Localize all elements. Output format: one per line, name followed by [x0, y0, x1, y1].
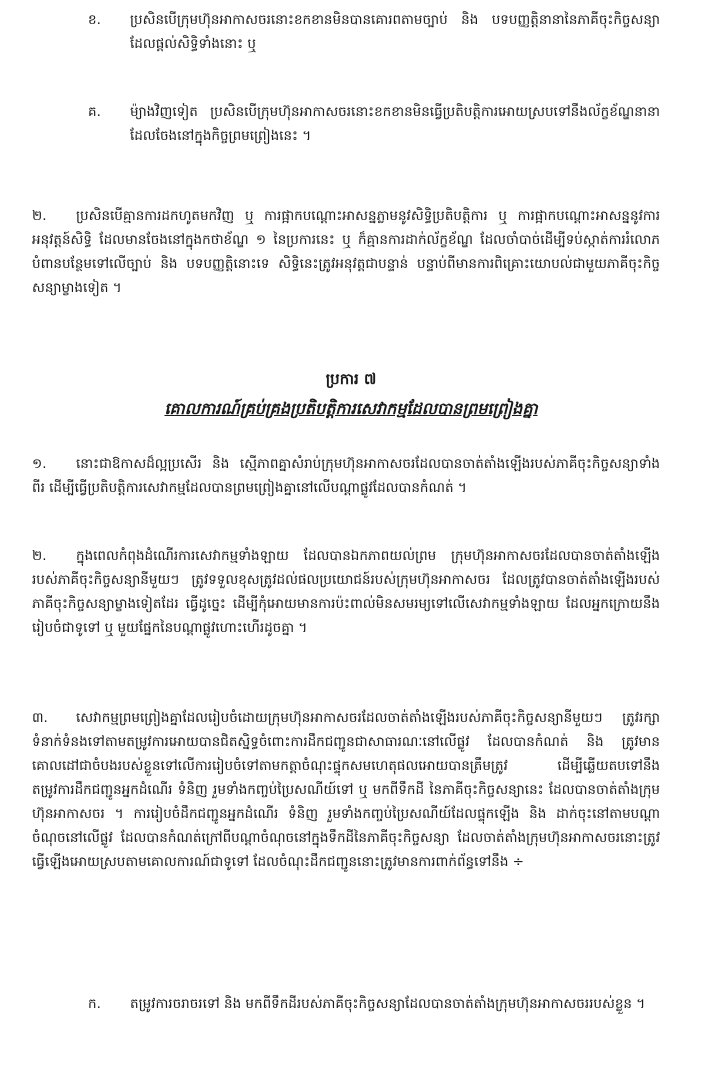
item-text: ប្រសិនបើក្រុមហ៊ុនអាកាសចរនោះខកខានមិនបានគោរពតាមច្បាប់ និង បទបញ្ញត្តិនានានៃភាគីចុះកិច្ចសន្យាដែលផ្តល់សិទ្ធិទាំងនោះ ឬ	[130, 12, 660, 52]
paragraph-number: ៣.	[32, 710, 48, 726]
item-text: តម្រូវការចរាចរទៅ និង មកពីទឹកដីរបស់ភាគីចុះកិច្ចសន្យាដែលបានចាត់តាំងក្រុមហ៊ុនអាកាសចររបស់ខ្លួន ។	[130, 996, 646, 1012]
item-number: គ.	[88, 104, 101, 120]
paragraph-text: សេវាកម្មព្រមព្រៀងគ្នាដែលរៀបចំដោយក្រុមហ៊ុនអាកាសចរដែលចាត់តាំងឡើងរបស់ភាគីចុះកិច្ចសន្យានីមួយៗ ត្រូវរក្សាទំនាក់ទំនងទៅតាមតម្រូវការអោយបានជិតស្និទ្ធចំពោះការដឹកជញ្ជូនជាសាធារណៈនៅលើផ្លូវ ដែលបានកំណត់ និង ត្រូវមានគោលដៅជាចំបងរបស់ខ្លួនទៅលើការរៀបចំទៅតាមកត្តាចំណុះផ្ទុកសមហេតុផលអោយបានត្រឹមត្រូវ ដើម្បីឆ្លើយតបទៅនឹងតម្រូវការដឹកជញ្ជូនអ្នកដំណើរ ទំនិញ រួមទាំងកញ្ចប់ប្រៃសណីយ៍ទៅ ឬ មកពីទឹកដី នៃភាគីចុះកិច្ចសន្យានេះ ដែលបានចាត់តាំងក្រុមហ៊ុនអាកាសចរ ។ ការរៀបចំដឹកជញ្ជូនអ្នកដំណើរ ទំនិញ រួមទាំងកញ្ចប់ប្រៃសណីយ៍ដែលផ្ទុកឡើង និង ដាក់ចុះនៅតាមបណ្តាចំណុចនៅលើផ្លូវ ដែលបានកំណត់ក្រៅពីបណ្តាចំណុចនៅក្នុងទឹកដីនៃភាគីចុះកិច្ចសន្យា ដែលចាត់តាំងក្រុមហ៊ុនអាកាសចរនោះត្រូវធ្វើឡើងអោយស្របតាមគោលការណ៍ជាទូទៅ ដែលចំណុះដឹកជញ្ជូននោះត្រូវមានការពាក់ព័ន្ធទៅនឹង ÷	[32, 710, 660, 870]
paragraph-number: ២.	[32, 208, 47, 224]
article-title: គោលការណ៍គ្រប់គ្រងប្រតិបត្តិការសេវាកម្មដែលបានព្រមព្រៀងគ្នា	[164, 399, 538, 418]
paragraph-text: ប្រសិនបើគ្មានការដកហូតមកវិញ ឬ ការផ្អាកបណ្តោះអាសន្នភ្លាមនូវសិទ្ធិប្រតិបត្តិការ ឬ ការផ្អាកបណ្តោះអាសន្ននូវការអនុវត្តន៍សិទ្ធិ ដែលមានចែងនៅក្នុងកថាខ័ណ្ឌ ១ នៃប្រការនេះ ឬ ក៏គ្មានការដាក់ល័ក្ខខ័ណ្ឌ ដែលចាំបាច់ដើម្បីទប់ស្កាត់ការរំលោភបំពានបន្ថែមទៅលើច្បាប់ និង បទបញ្ញត្តិនោះទេ សិទ្ធិនេះត្រូវអនុវត្តជាបន្ទាន់ បន្ទាប់ពីមានការពិគ្រោះយោបល់ជាមួយភាគីចុះកិច្ចសន្យាម្ខាងទៀត ។	[32, 208, 660, 296]
item-text: ម៉្យាងវិញទៀត ប្រសិនបើក្រុមហ៊ុនអាកាសចរនោះខកខានមិនធ្វើប្រតិបត្តិការអោយស្របទៅនឹងល័ក្ខខ័ណ្ឌនានាដែលចែងនៅក្នុងកិច្ចព្រមព្រៀងនេះ ។	[130, 104, 660, 144]
paragraph-text: ក្នុងពេលកំពុងដំណើរការសេវាកម្មទាំងឡាយ ដែលបានឯកភាពយល់ព្រម ក្រុមហ៊ុនអាកាសចរដែលបានចាត់តាំងឡើងរបស់ភាគីចុះកិច្ចសន្យានីមួយៗ ត្រូវទទួលខុសត្រូវដល់ផលប្រយោជន៍របស់ក្រុមហ៊ុនអាកាសចរ ដែលត្រូវបានចាត់តាំងឡើងរបស់ភាគីចុះកិច្ចសន្យាម្ខាងទៀតដែរ ធ្វើដូច្នេះ ដើម្បីកុំអោយមានការប៉ះពាល់មិនសមរម្យទៅលើសេវាកម្មទាំងឡាយ ដែលអ្នកក្រោយនឹងរៀបចំជាទូទៅ ឬ មួយផ្នែកនៃបណ្តាផ្លូវហោះហើរដូចគ្នា ។	[32, 548, 660, 636]
item-number: ក.	[88, 996, 101, 1012]
article-label: ប្រការ ៧	[325, 370, 377, 388]
paragraph-number: ១.	[32, 456, 47, 472]
item-number: ខ.	[88, 12, 101, 28]
paragraph-text: នោះជាឱកាសដ៏ល្អប្រសើរ និង ស្មើភាពគ្នាសំរាប់ក្រុមហ៊ុនអាកាសចរដែលបានចាត់តាំងឡើងរបស់ភាគីចុះកិច្ចសន្យាទាំងពីរ ដើម្បីធ្វើប្រតិបត្តិការសេវាកម្មដែលបានព្រមព្រៀងគ្នានៅលើបណ្តាផ្លូវដែលបានកំណត់ ។	[32, 456, 660, 496]
paragraph-number: ២.	[32, 548, 47, 564]
